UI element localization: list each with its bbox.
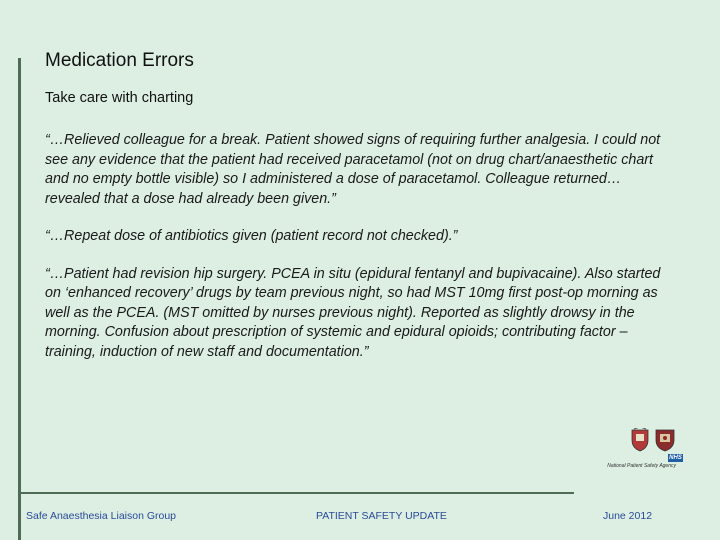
slide-title: Medication Errors [45,50,194,71]
quote-paracetamol: “…Relieved colleague for a break. Patient showed signs of requiring further analgesia. I could not see any evidence that the patient had received paracetamol (not on drug chart/anaesthetic chart and no empty bottle visible) so I administered a dose of paracetamol. Colleague returned… revealed that a dose had already been given.” [45,132,661,207]
npsa-caption: National Patient Safety Agency [607,463,676,469]
left-accent-bar [18,58,21,540]
footer-divider [18,492,574,494]
crest-right-icon [654,428,676,452]
footer-organisation: Safe Anaesthesia Liaison Group [26,510,177,522]
quote-list [45,131,665,380]
logo-group [588,428,688,474]
footer-date: June 2012 [603,510,653,522]
slide-subtitle: Take care with charting [45,90,194,106]
footer-title: PATIENT SAFETY UPDATE [316,510,447,522]
quote-hip-surgery: “…Patient had revision hip surgery. PCEA in situ (epidural fentanyl and bupivacaine). Also started on ‘enhanced recovery’ drugs by team previous night, so had MST 10mg first post-op morning as well as the PCEA. (MST omitted by nurses previous night). Reported as slightly drowsy in the morning. Confusion about prescription of systemic and epidural opioids; contributing factor – training, induction of new staff and documentation.” [45,265,661,360]
nhs-logo: NHS [669,455,682,461]
quote-antibiotics: “…Repeat dose of antibiotics given (patient record not checked).” [45,228,458,244]
crest-left-icon [630,428,650,452]
